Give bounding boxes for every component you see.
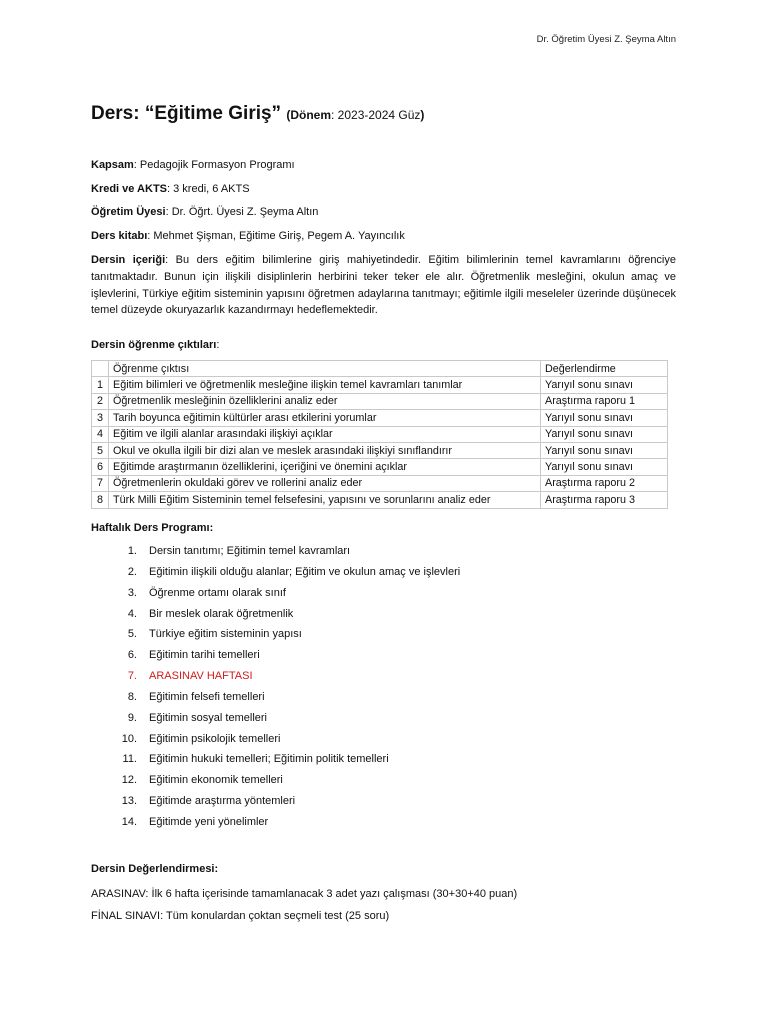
week-number: 11. [122, 753, 137, 766]
table-row [92, 410, 668, 426]
outcomes-table [91, 360, 668, 509]
week-topic: Eğitimin sosyal temelleri [149, 711, 267, 724]
table-row [92, 442, 668, 458]
weekly-title: Haftalık Ders Programı: [91, 522, 214, 534]
row-outcome: Eğitim bilimleri ve öğretmenlik mesleğine ilişkin temel kavramları tanımlar [109, 377, 541, 393]
list-item [91, 711, 460, 732]
list-item [91, 586, 460, 607]
row-evaluation: Yarıyıl sonu sınavı [541, 426, 668, 442]
row-outcome: Türk Milli Eğitim Sisteminin temel felsefesini, yapısını ve sorunlarını analiz eder [109, 492, 541, 508]
row-number: 5 [92, 442, 109, 458]
week-topic: Bir meslek olarak öğretmenlik [149, 607, 294, 620]
row-number: 1 [92, 377, 109, 393]
row-number: 8 [92, 492, 109, 508]
field-value: : Pedagojik Formasyon Programı [133, 159, 295, 171]
evaluation-final: FİNAL SINAVI: Tüm konulardan çoktan seçmeli test (25 soru) [91, 910, 390, 922]
table-row [92, 393, 668, 409]
list-item [91, 627, 460, 648]
outcomes-title-text: Dersin öğrenme çıktıları [91, 339, 217, 351]
row-evaluation: Yarıyıl sonu sınavı [541, 410, 668, 426]
course-title-text: Ders: “Eğitime Giriş” [91, 103, 282, 124]
table-row [92, 492, 668, 508]
week-number: 2. [127, 565, 137, 578]
evaluation-midterm: ARASINAV: İlk 6 hafta içerisinde tamamlanacak 3 adet yazı çalışması (30+30+40 puan) [91, 888, 518, 900]
week-number: 6. [127, 649, 137, 662]
week-topic: Eğitimin felsefi temelleri [149, 690, 265, 703]
week-number: 14. [121, 815, 137, 828]
week-topic: Eğitimde yeni yönelimler [149, 815, 269, 828]
week-number: 3. [127, 586, 137, 599]
course-fields [91, 158, 676, 328]
row-outcome: Okul ve okulla ilgili bir dizi alan ve meslek arasındaki ilişkiyi sınıflandırır [109, 442, 541, 458]
header-outcome: Öğrenme çıktısı [109, 361, 541, 377]
row-outcome: Eğitim ve ilgili alanlar arasındaki ilişkiyi açıklar [109, 426, 541, 442]
row-number: 6 [92, 459, 109, 475]
week-topic: Türkiye eğitim sisteminin yapısı [149, 628, 302, 641]
field-label: Kapsam [91, 159, 134, 171]
week-number: 5. [127, 628, 137, 641]
week-number: 12. [121, 774, 137, 787]
field-instructor [91, 205, 676, 220]
row-outcome: Öğretmenlik mesleğinin özelliklerini analiz eder [109, 393, 541, 409]
course-content [91, 252, 676, 319]
week-topic: Eğitimin hukuki temelleri; Eğitimin politik temelleri [149, 753, 389, 766]
field-credits [91, 182, 676, 197]
week-number: 10. [121, 732, 137, 745]
content-text: : Bu ders eğitim bilimlerine giriş mahiyetindedir. Eğitim bilimlerinin temel kavramlarını öğrenciye tanıtmaktadır. Bunun için ilişkili disiplinlerin herbirini teker teker ele alır. Öğretmenlik mesleğini, okulun amaç ve işlevlerini, Türkiye eğitim sisteminin yapısını öğretmen adaylarına tanıtmayı; eğitimle ilgili meseleler üzerinde düşünecek temel düzeyde okuryazarlık kazandırmayı hedeflemektedir. [91, 254, 676, 317]
week-number: 4. [127, 607, 137, 620]
row-evaluation: Araştırma raporu 1 [541, 393, 668, 409]
week-topic: Eğitimin tarihi temelleri [149, 649, 260, 662]
row-number: 7 [92, 475, 109, 491]
row-evaluation: Araştırma raporu 3 [541, 492, 668, 508]
week-topic: Eğitimde araştırma yöntemleri [149, 795, 296, 808]
semester-info: (Dönem: 2023-2024 Güz) [286, 108, 425, 122]
table-row [92, 459, 668, 475]
table-row [92, 475, 668, 491]
field-label: Kredi ve AKTS [91, 182, 168, 195]
list-item [91, 690, 460, 711]
week-number: 13. [121, 795, 137, 808]
week-topic: Öğrenme ortamı olarak sınıf [149, 586, 286, 599]
row-number: 3 [92, 410, 109, 426]
week-topic: Eğitimin ilişkili olduğu alanlar; Eğitim ve okulun amaç ve işlevleri [149, 565, 461, 578]
week-topic: ARASINAV HAFTASI [149, 670, 253, 683]
week-topic: Eğitimin ekonomik temelleri [149, 774, 283, 787]
evaluation-title: Dersin Değerlendirmesi: [91, 863, 219, 875]
field-textbook [91, 229, 676, 244]
header-author: Dr. Öğretim Üyesi Z. Şeyma Altın [536, 34, 676, 45]
list-item [91, 732, 460, 753]
list-item [91, 773, 460, 794]
list-item [91, 607, 460, 628]
row-outcome: Öğretmenlerin okuldaki görev ve rollerini analiz eder [109, 475, 541, 491]
row-evaluation: Yarıyıl sonu sınavı [541, 459, 668, 475]
week-number: 8. [127, 690, 137, 703]
list-item [91, 648, 460, 669]
field-label: Ders kitabı [91, 229, 148, 242]
week-topic: Dersin tanıtımı; Eğitimin temel kavramları [149, 545, 351, 557]
row-evaluation: Yarıyıl sonu sınavı [541, 442, 668, 458]
row-evaluation: Yarıyıl sonu sınavı [541, 377, 668, 393]
header-number [92, 361, 109, 377]
week-number: 9. [127, 711, 137, 724]
content-label: Dersin içeriği [91, 254, 166, 266]
list-item [91, 544, 460, 565]
list-item [91, 815, 460, 836]
outcomes-title-suffix: : [216, 339, 220, 351]
row-number: 4 [92, 426, 109, 442]
field-value: : 3 kredi, 6 AKTS [167, 182, 250, 195]
week-topic: Eğitimin psikolojik temelleri [149, 732, 281, 745]
row-outcome: Tarih boyunca eğitimin kültürler arası etkilerini yorumlar [109, 410, 541, 426]
row-evaluation: Araştırma raporu 2 [541, 475, 668, 491]
field-scope [91, 158, 676, 173]
field-label: Öğretim Üyesi [91, 206, 166, 218]
semester-label: Dönem [290, 108, 332, 122]
list-item [91, 794, 460, 815]
header-evaluation: Değerlendirme [541, 361, 668, 377]
table-row [92, 426, 668, 442]
field-value: : Mehmet Şişman, Eğitime Giriş, Pegem A. Yayıncılık [147, 229, 405, 242]
table-header-row [92, 361, 668, 377]
field-value: : Dr. Öğrt. Üyesi Z. Şeyma Altın [165, 206, 319, 218]
row-number: 2 [92, 393, 109, 409]
list-item [91, 752, 460, 773]
week-number: 7. [127, 670, 137, 683]
outcomes-title [91, 339, 219, 351]
row-outcome: Eğitimde araştırmanın özelliklerini, içeriğini ve önemini açıklar [109, 459, 541, 475]
course-title [91, 103, 424, 125]
week-number: 1. [127, 545, 137, 557]
list-item [91, 565, 460, 586]
weekly-schedule [91, 544, 460, 836]
table-row [92, 377, 668, 393]
semester-value: : 2023-2024 Güz [331, 108, 421, 122]
list-item-midterm [91, 669, 460, 690]
